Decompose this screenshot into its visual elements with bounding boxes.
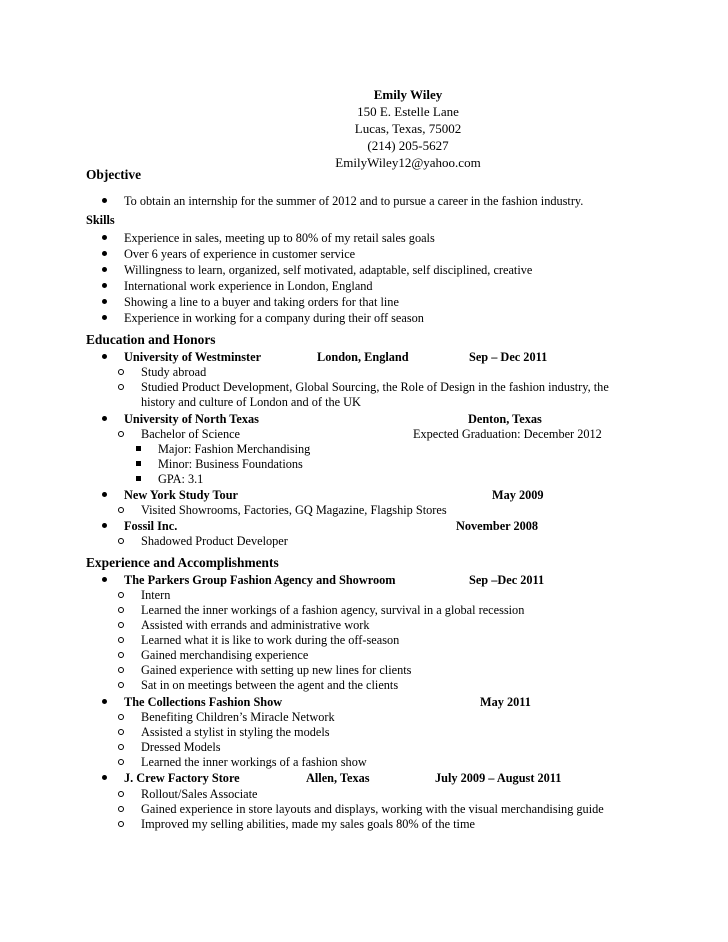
objective-item [0, 193, 728, 209]
circle-bullet-icon [118, 647, 126, 663]
detail-item [0, 662, 728, 678]
objective-text: To obtain an internship for the summer of 2012 and to pursue a career in the fashion industry. [124, 194, 584, 208]
detail-text: history and culture of London and of the UK [141, 395, 361, 409]
program-dates: May 2009 [492, 488, 544, 502]
school-name: University of Westminster [124, 350, 262, 364]
detail-text: Rollout/Sales Associate [141, 787, 258, 801]
bullet-icon [101, 411, 109, 427]
detail-text: Intern [141, 588, 171, 602]
experience-entry-jcrew [0, 770, 728, 786]
education-heading: Education and Honors [86, 332, 216, 347]
objective-heading: Objective [86, 167, 142, 182]
detail-item [0, 602, 728, 618]
education-entry-fossil [0, 518, 728, 534]
detail-text: Learned what it is like to work during the off-season [141, 633, 400, 647]
employment-dates: July 2009 – August 2011 [435, 771, 562, 785]
sub-detail-text: Major: Fashion Merchandising [158, 442, 311, 456]
sub-detail-text: GPA: 3.1 [158, 472, 204, 486]
bullet-icon [101, 770, 109, 786]
detail-text: Visited Showrooms, Factories, GQ Magazine, Flagship Stores [141, 503, 447, 517]
detail-item [0, 617, 728, 633]
skill-text: International work experience in London, England [124, 279, 373, 293]
detail-text: Benefiting Children’s Miracle Network [141, 710, 335, 724]
detail-text: Assisted a stylist in styling the models [141, 725, 330, 739]
detail-item [0, 709, 728, 725]
circle-bullet-icon [118, 632, 126, 648]
circle-bullet-icon [118, 786, 126, 802]
detail-text: Assisted with errands and administrative work [141, 618, 370, 632]
detail-text: Learned the inner workings of a fashion show [141, 755, 367, 769]
detail-item [0, 724, 728, 740]
sub-detail-item [0, 471, 728, 487]
detail-text: Learned the inner workings of a fashion agency, survival in a global recession [141, 603, 525, 617]
circle-bullet-icon [118, 677, 126, 693]
circle-bullet-icon [118, 587, 126, 603]
square-bullet-icon [136, 471, 144, 487]
detail-item [0, 647, 728, 663]
company-name: Fossil Inc. [124, 519, 178, 533]
employment-dates: Sep –Dec 2011 [469, 573, 545, 587]
circle-bullet-icon [118, 801, 126, 817]
detail-item [0, 533, 728, 549]
bullet-icon [101, 349, 109, 365]
circle-bullet-icon [118, 617, 126, 633]
school-dates: Sep – Dec 2011 [469, 350, 548, 364]
circle-bullet-icon [118, 662, 126, 678]
city-state-zip: Lucas, Texas, 75002 [354, 121, 462, 136]
circle-bullet-icon [118, 602, 126, 618]
square-bullet-icon [136, 441, 144, 457]
circle-bullet-icon [118, 379, 126, 395]
detail-item [0, 587, 728, 603]
circle-bullet-icon [118, 533, 126, 549]
experience-entry-parkers [0, 572, 728, 588]
email-address: EmilyWiley12@yahoo.com [335, 155, 481, 170]
circle-bullet-icon [118, 724, 126, 740]
detail-text: Study abroad [141, 365, 207, 379]
detail-item [0, 786, 728, 802]
bullet-icon [101, 230, 109, 246]
education-entry-nyst [0, 487, 728, 503]
bullet-icon [101, 278, 109, 294]
square-bullet-icon [136, 456, 144, 472]
school-name: University of North Texas [124, 412, 259, 426]
detail-text: Gained merchandising experience [141, 648, 309, 662]
detail-text: Improved my selling abilities, made my sales goals 80% of the time [141, 817, 475, 831]
event-name: The Collections Fashion Show [124, 695, 283, 709]
bullet-icon [101, 487, 109, 503]
circle-bullet-icon [118, 754, 126, 770]
detail-item [0, 801, 728, 817]
skill-text: Showing a line to a buyer and taking orders for that line [124, 295, 399, 309]
employer-name: J. Crew Factory Store [124, 771, 240, 785]
education-entry-unt [0, 411, 728, 427]
contact-header [0, 86, 728, 171]
bullet-icon [101, 310, 109, 326]
skill-item [0, 294, 728, 310]
detail-text: Shadowed Product Developer [141, 534, 288, 548]
bullet-icon [101, 193, 109, 209]
bullet-icon [101, 294, 109, 310]
detail-text: Sat in on meetings between the agent and the clients [141, 678, 399, 692]
circle-bullet-icon [118, 426, 126, 442]
employer-location: Allen, Texas [306, 771, 370, 785]
experience-entry-collections [0, 694, 728, 710]
detail-item [0, 754, 728, 770]
detail-item [0, 739, 728, 755]
skill-text: Experience in sales, meeting up to 80% of my retail sales goals [124, 231, 435, 245]
circle-bullet-icon [118, 816, 126, 832]
detail-item [0, 816, 728, 832]
skill-item [0, 278, 728, 294]
detail-item [0, 632, 728, 648]
circle-bullet-icon [118, 739, 126, 755]
skill-text: Willingness to learn, organized, self motivated, adaptable, self disciplined, creative [124, 263, 533, 277]
detail-item [0, 502, 728, 518]
skill-item [0, 230, 728, 246]
detail-item-continued [0, 394, 728, 410]
skill-item [0, 310, 728, 326]
skills-heading: Skills [86, 213, 115, 227]
applicant-name: Emily Wiley [373, 87, 443, 102]
sub-detail-item [0, 441, 728, 457]
skill-text: Experience in working for a company during their off season [124, 311, 424, 325]
experience-heading: Experience and Accomplishments [86, 555, 279, 570]
education-entry-westminster [0, 349, 728, 365]
circle-bullet-icon [118, 502, 126, 518]
detail-text: Gained experience with setting up new lines for clients [141, 663, 412, 677]
skill-text: Over 6 years of experience in customer service [124, 247, 356, 261]
event-dates: May 2011 [480, 695, 531, 709]
skill-item [0, 246, 728, 262]
detail-item [0, 364, 728, 380]
bullet-icon [101, 572, 109, 588]
school-location: London, England [317, 350, 409, 364]
detail-item [0, 379, 728, 395]
detail-text: Dressed Models [141, 740, 221, 754]
street-address: 150 E. Estelle Lane [357, 104, 459, 119]
degree-item [0, 426, 728, 442]
company-dates: November 2008 [456, 519, 539, 533]
bullet-icon [101, 694, 109, 710]
detail-text: Gained experience in store layouts and displays, working with the visual merchandising guide [141, 802, 604, 816]
phone-number: (214) 205-5627 [367, 138, 449, 153]
sub-detail-text: Minor: Business Foundations [158, 457, 303, 471]
school-location: Denton, Texas [468, 412, 542, 426]
detail-item [0, 677, 728, 693]
bullet-icon [101, 262, 109, 278]
program-name: New York Study Tour [124, 488, 239, 502]
degree-text: Bachelor of Science [141, 427, 241, 441]
circle-bullet-icon [118, 364, 126, 380]
graduation-date: Expected Graduation: December 2012 [413, 427, 602, 441]
sub-detail-item [0, 456, 728, 472]
circle-bullet-icon [118, 709, 126, 725]
bullet-icon [101, 246, 109, 262]
bullet-icon [101, 518, 109, 534]
skill-item [0, 262, 728, 278]
detail-text: Studied Product Development, Global Sourcing, the Role of Design in the fashion industry, the [141, 380, 609, 394]
employer-name: The Parkers Group Fashion Agency and Showroom [124, 573, 396, 587]
